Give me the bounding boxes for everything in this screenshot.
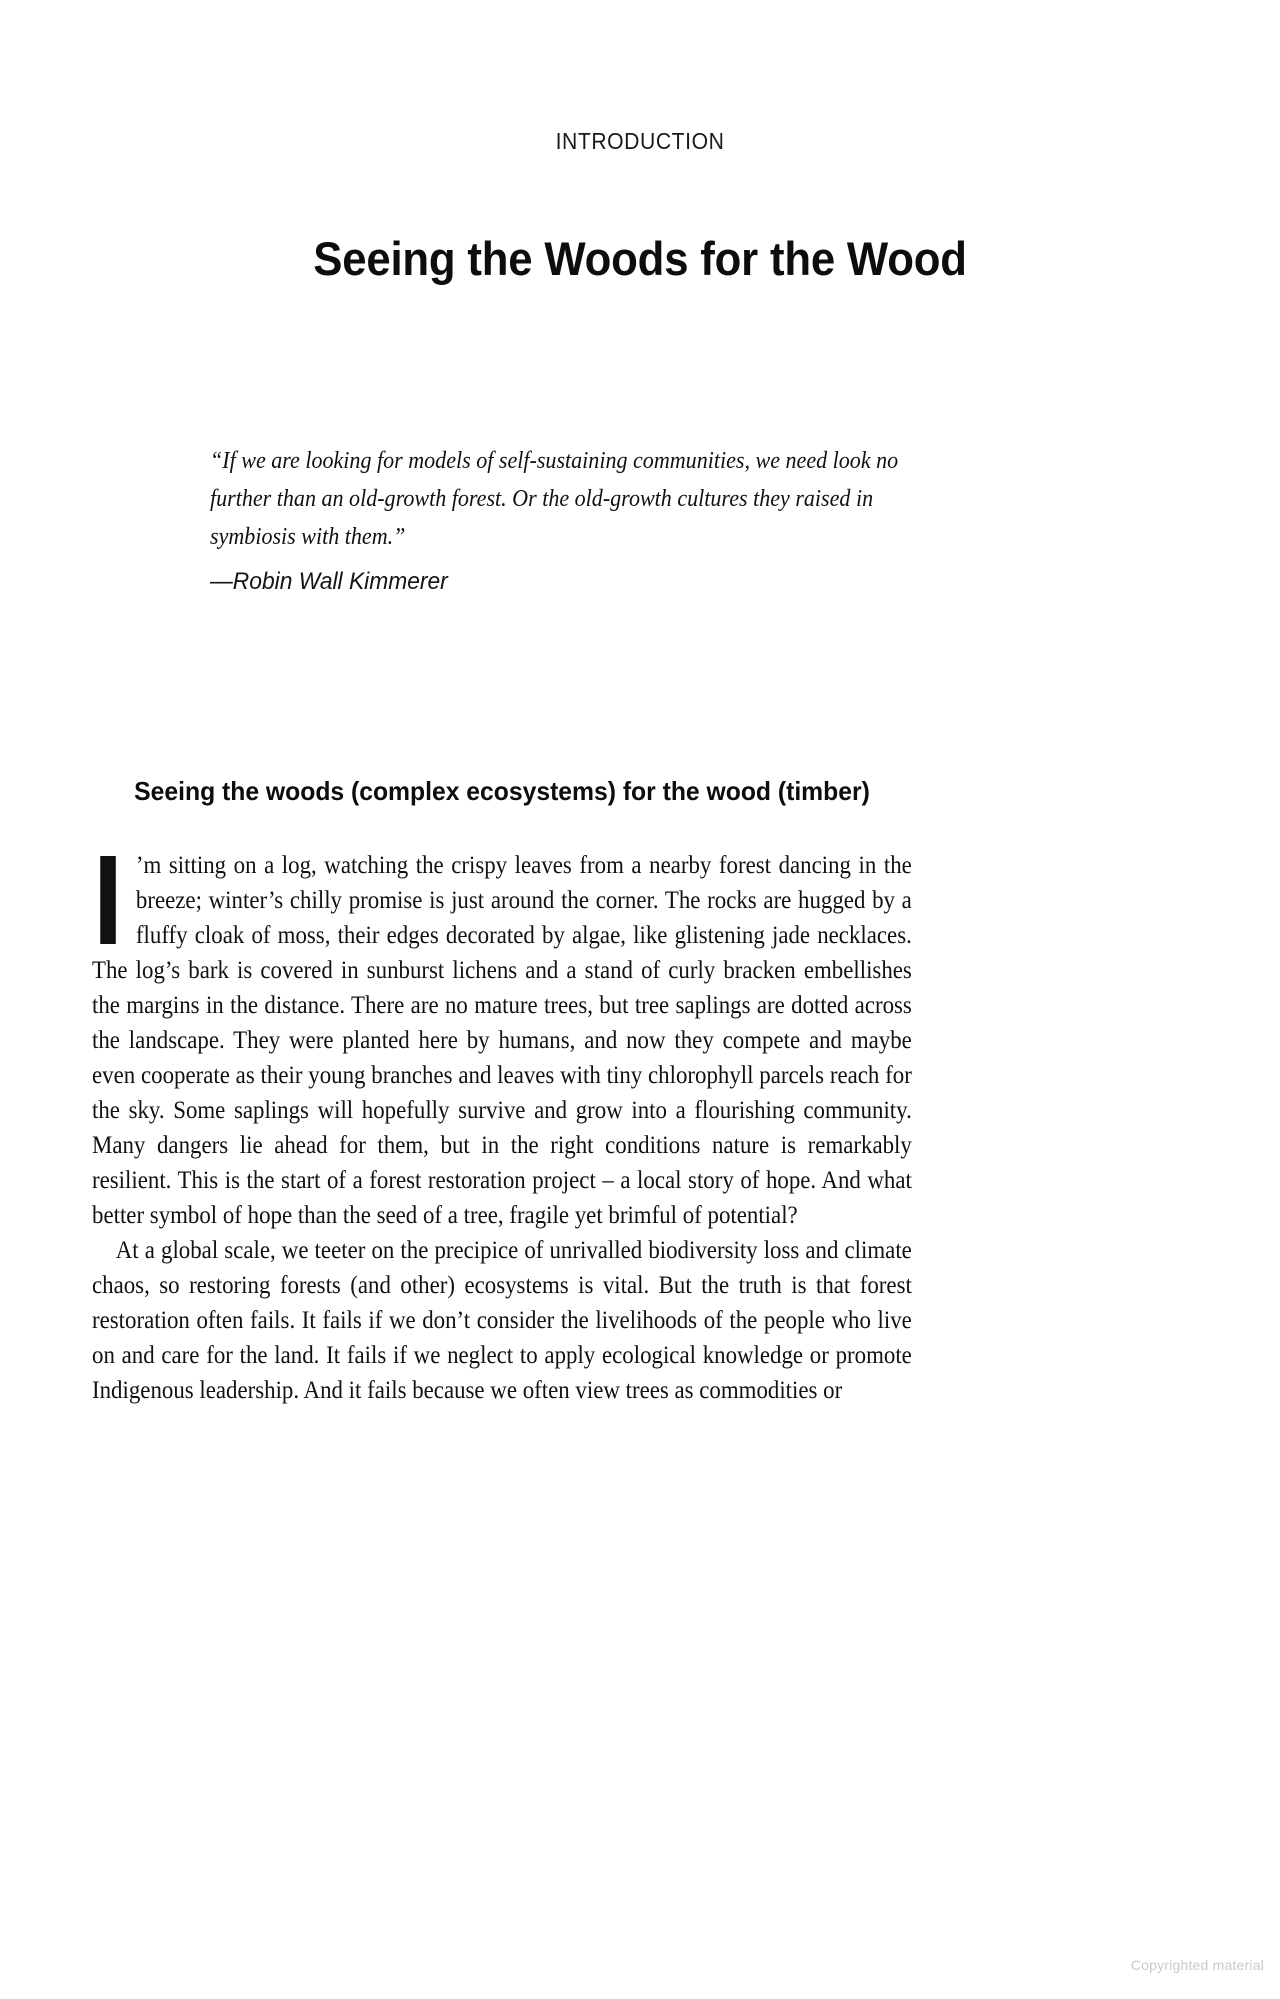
body-paragraph-text: ’m sitting on a log, watching the crispy leaves from a nearby forest dancing in the breeze; winter’s chilly promise is just around the corner. The rocks are hugged by a fluffy cloak of moss, their edges decorated by algae, like glistening jade necklaces. The log’s bark is covered in sunburst lichens and a stand of curly bracken embellishes the margins in the distance. There are no mature trees, but tree saplings are dotted across the landscape. They were planted here by humans, and now they compete and maybe even cooperate as their young branches and leaves with tiny chlorophyll parcels reach for the sky. Some saplings will hopefully survive and grow into a flourishing community. Many dangers lie ahead for them, but in the right conditions nature is remarkably resilient. This is the start of a forest restoration project – a local story of hope. And what better symbol of hope than the seed of a tree, fragile yet brimful of potential? xyxy=(92,852,912,1229)
epigraph-attribution: —Robin Wall Kimmerer xyxy=(210,568,448,595)
epigraph-quote: “If we are looking for models of self-sustaining communities, we need look no further than an old-growth forest. Or the old-growth cultures they raised in symbiosis with them.” xyxy=(210,447,899,550)
copyright-watermark: Copyrighted material xyxy=(1130,1957,1264,1973)
section-heading: Seeing the woods (complex ecosystems) for the wood (timber) xyxy=(134,775,870,806)
body-paragraph xyxy=(92,848,912,1233)
drop-cap xyxy=(100,856,116,944)
body-text xyxy=(92,848,912,1408)
body-paragraph: At a global scale, we teeter on the precipice of unrivalled biodiversity loss and climate chaos, so restoring forests (and other) ecosystems is vital. But the truth is that forest restoration often fails. It fails if we don’t consider the livelihoods of the people who live on and care for the land. It fails if we neglect to apply ecological knowledge or promote Indigenous leadership. And it fails because we often view trees as commodities or xyxy=(92,1237,912,1404)
chapter-label: INTRODUCTION xyxy=(555,128,725,154)
epigraph xyxy=(210,442,922,599)
page-title: Seeing the Woods for the Wood xyxy=(313,232,967,286)
